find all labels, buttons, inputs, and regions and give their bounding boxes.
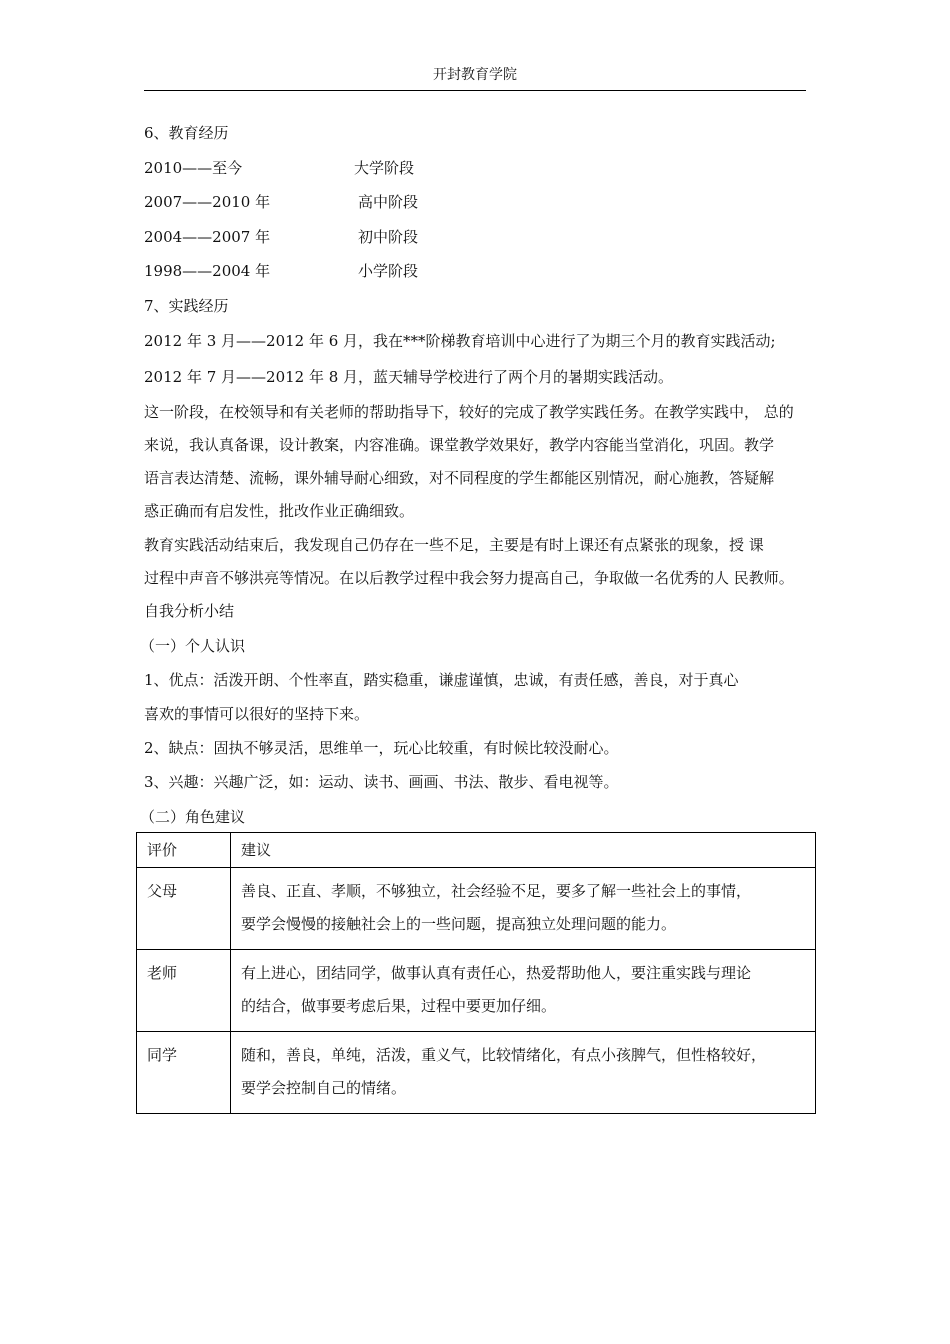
table-row [137,950,816,1032]
practice-line: 2012 年 3 月——2012 年 6 月，我在***阶梯教育培训中心进行了为期三个月的教育实践活动; [144,332,776,350]
education-stage: 大学阶段 [354,159,415,177]
advice-line: 善良、正直、孝顺，不够独立，社会经验不足，要多了解一些社会上的事情， [241,882,752,900]
education-row [144,158,414,178]
practice-line: 过程中声音不够洪亮等情况。在以后教学过程中我会努力提高自己，争取做一名优秀的人 民教师。 [144,569,794,587]
personal-heading: （一）个人认识 [140,637,246,655]
advice-cell [231,950,816,1032]
education-period: 2004——2007 年 [144,228,271,246]
education-row [144,192,418,212]
education-stage: 初中阶段 [358,228,419,246]
advice-line: 的结合，做事要考虑后果，过程中要更加仔细。 [241,997,557,1015]
practice-heading: 7、实践经历 [144,297,229,315]
education-period: 2010——至今 [144,159,243,177]
education-heading: 6、教育经历 [144,124,229,142]
table-header-cell: 建议 [231,833,816,868]
header-title: 开封教育学院 [433,67,517,83]
education-row [144,261,418,281]
education-period: 2007——2010 年 [144,193,271,211]
advice-line: 有上进心，团结同学，做事认真有责任心，热爱帮助他人，要注重实践与理论 [241,964,752,982]
education-stage: 小学阶段 [358,262,419,280]
role-cell: 老师 [137,950,231,1032]
practice-line: 这一阶段，在校领导和有关老师的帮助指导下，较好的完成了教学实践任务。在教学实践中， 总的 [144,403,794,421]
analysis-line: 3、兴趣：兴趣广泛，如：运动、读书、画画、书法、散步、看电视等。 [144,773,619,791]
table-row [137,868,816,950]
advice-line: 要学会慢慢的接触社会上的一些问题，提高独立处理问题的能力。 [241,915,677,933]
advice-cell [231,868,816,950]
analysis-line: 喜欢的事情可以很好的坚持下来。 [144,705,370,723]
advice-line: 要学会控制自己的情绪。 [241,1079,407,1097]
analysis-line: 1、优点：活泼开朗、个性率直，踏实稳重，谦虚谨慎，忠诚，有责任感，善良，对于真心 [144,671,739,689]
practice-line: 教育实践活动结束后，我发现自己仍存在一些不足，主要是有时上课还有点紧张的现象，授 课 [144,536,764,554]
roles-heading: （二）角色建议 [140,808,246,826]
roles-table [136,832,816,1114]
education-period: 1998——2004 年 [144,262,271,280]
table-row [137,1032,816,1114]
role-cell: 父母 [137,868,231,950]
page-header [144,66,806,91]
table-header-row [137,833,816,868]
table-header-cell: 评价 [137,833,231,868]
education-row [144,227,418,247]
analysis-line: 2、缺点：固执不够灵活，思维单一，玩心比较重，有时候比较没耐心。 [144,739,619,757]
self-analysis-title: 自我分析小结 [144,602,235,620]
role-cell: 同学 [137,1032,231,1114]
practice-line: 惑正确而有启发性，批改作业正确细致。 [144,502,415,520]
practice-line: 2012 年 7 月——2012 年 8 月，蓝天辅导学校进行了两个月的暑期实践活动。 [144,368,674,386]
advice-cell [231,1032,816,1114]
practice-line: 来说，我认真备课，设计教案，内容准确。课堂教学效果好，教学内容能当堂消化，巩固。教学 [144,436,775,454]
education-stage: 高中阶段 [358,193,419,211]
practice-line: 语言表达清楚、流畅，课外辅导耐心细致，对不同程度的学生都能区别情况，耐心施教，答疑解 [144,469,775,487]
advice-line: 随和，善良，单纯，活泼，重义气，比较情绪化，有点小孩脾气，但性格较好， [241,1046,767,1064]
